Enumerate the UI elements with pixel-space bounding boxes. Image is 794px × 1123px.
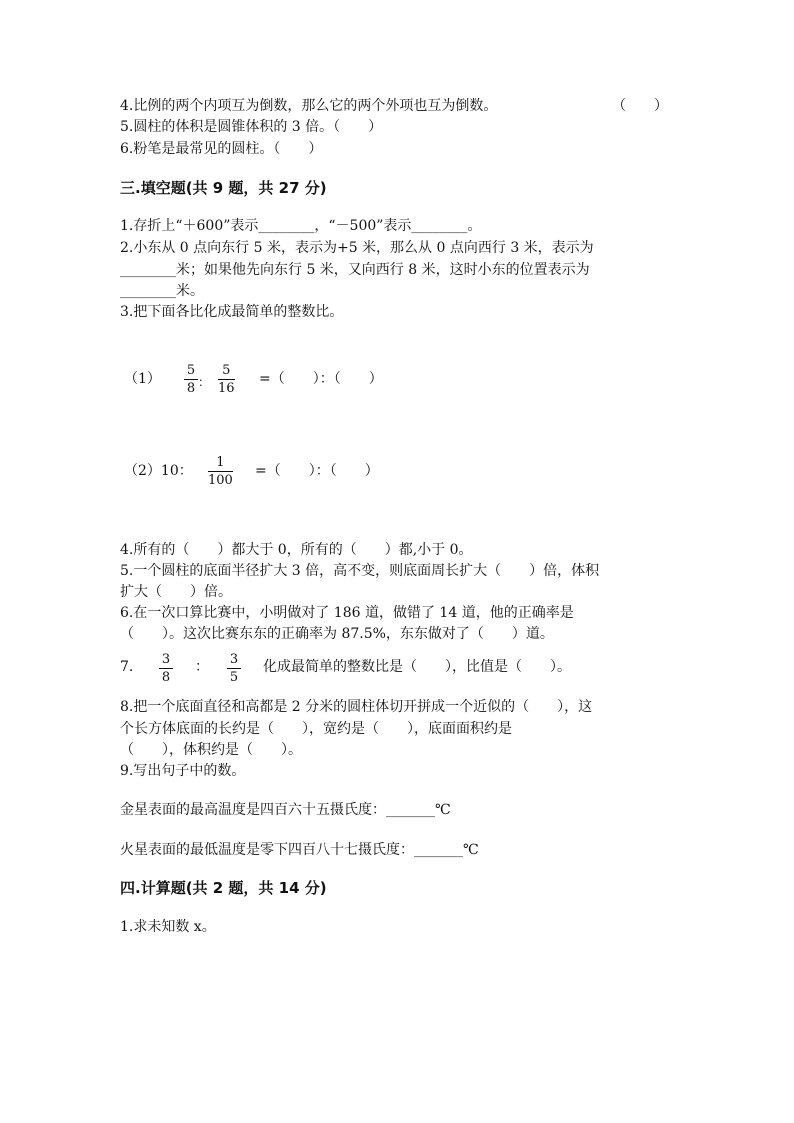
fill-q3-2-answer: =（ ）：（ ） — [255, 463, 379, 479]
fill-q3-1-frac2 — [218, 363, 235, 396]
fill-q9-venus: 金星表面的最高温度是四百六十五摄氏度：_______℃ — [120, 802, 451, 818]
fill-q7-frac2 — [227, 652, 241, 685]
fraction-denominator: 100 — [208, 473, 233, 488]
judge-q5: 5.圆柱的体积是圆锥体积的 3 倍。（ ） — [120, 119, 383, 135]
section4-title: 四.计算题(共 2 题，共 14 分) — [120, 879, 327, 897]
fill-q6-line1: 6.在一次口算比赛中，小明做对了 186 道，做错了 14 道，他的正确率是 — [120, 605, 574, 621]
fill-q8-line3: （ ），体积约是（ ）。 — [120, 742, 302, 758]
fraction-numerator: 3 — [229, 652, 239, 667]
fill-q2-line1: 2.小东从 0 点向东行 5 米，表示为+5 米，那么从 0 点向西行 3 米，表示为 — [120, 240, 594, 256]
fill-q2-line3: ________米。 — [120, 283, 204, 299]
fill-q2-line2: ________米；如果他先向东行 5 米，又向西行 8 米，这时小东的位置表示为 — [120, 262, 590, 278]
fill-q5-line1: 5.一个圆柱的底面半径扩大 3 倍，高不变，则底面周长扩大（ ）倍，体积 — [120, 563, 600, 579]
calc-q1: 1.求未知数 x。 — [120, 919, 216, 935]
fraction-bar — [184, 379, 198, 380]
judge-q4: 4.比例的两个内项互为倒数，那么它的两个外项也互为倒数。 — [120, 98, 498, 114]
fraction-numerator: 3 — [161, 652, 171, 667]
fill-q8-line2: 个长方体底面的长约是（ ），宽约是（ ），底面面积约是 — [120, 721, 512, 737]
fraction-denominator: 16 — [218, 381, 235, 396]
fill-q3-1-answer: =（ ）：（ ） — [259, 371, 383, 387]
fraction-denominator: 5 — [229, 670, 239, 685]
fill-q3-2-frac — [208, 455, 233, 488]
fill-q3-1-frac1 — [184, 363, 198, 396]
fraction-bar — [208, 471, 233, 472]
fill-q9-mars: 火星表面的最低温度是零下四百八十七摄氏度：_______℃ — [120, 842, 479, 858]
fill-q5-line2: 扩大（ ）倍。 — [120, 584, 232, 600]
fill-q3-1-colon: ： — [198, 375, 211, 389]
fill-q3: 3.把下面各比化成最简单的整数比。 — [120, 304, 344, 320]
section3-title: 三.填空题(共 9 题，共 27 分) — [120, 179, 327, 197]
fraction-numerator: 1 — [216, 455, 225, 470]
fill-q7-text: 化成最简单的整数比是（ ），比值是（ ）。 — [263, 659, 571, 675]
fraction-bar — [227, 668, 241, 669]
fraction-numerator: 5 — [186, 363, 196, 378]
fill-q1: 1.存折上“＋600”表示________，“－500”表示________。 — [120, 218, 482, 234]
fraction-bar — [159, 668, 173, 669]
judge-q4-paren: （ ） — [612, 98, 668, 114]
fill-q7-frac1 — [159, 652, 173, 685]
fill-q3-2-label: （2）10： — [124, 463, 193, 479]
fraction-denominator: 8 — [186, 381, 196, 396]
fill-q3-1-label: （1） — [124, 371, 161, 387]
fill-q9: 9.写出句子中的数。 — [120, 763, 246, 779]
fill-q7-colon: ： — [195, 659, 209, 675]
judge-q6: 6.粉笔是最常见的圆柱。（ ） — [120, 141, 323, 157]
fraction-denominator: 8 — [161, 670, 171, 685]
fraction-bar — [218, 379, 235, 380]
fraction-numerator: 5 — [222, 363, 231, 378]
fill-q4: 4.所有的（ ）都大于 0，所有的（ ）都,小于 0。 — [120, 542, 473, 558]
fill-q6-line2: （ ）。这次比赛东东的正确率为 87.5%，东东做对了（ ）道。 — [120, 626, 554, 642]
fill-q8-line1: 8.把一个底面直径和高都是 2 分米的圆柱体切开拼成一个近似的（ ），这 — [120, 699, 593, 715]
fill-q7-label: 7. — [120, 659, 134, 675]
